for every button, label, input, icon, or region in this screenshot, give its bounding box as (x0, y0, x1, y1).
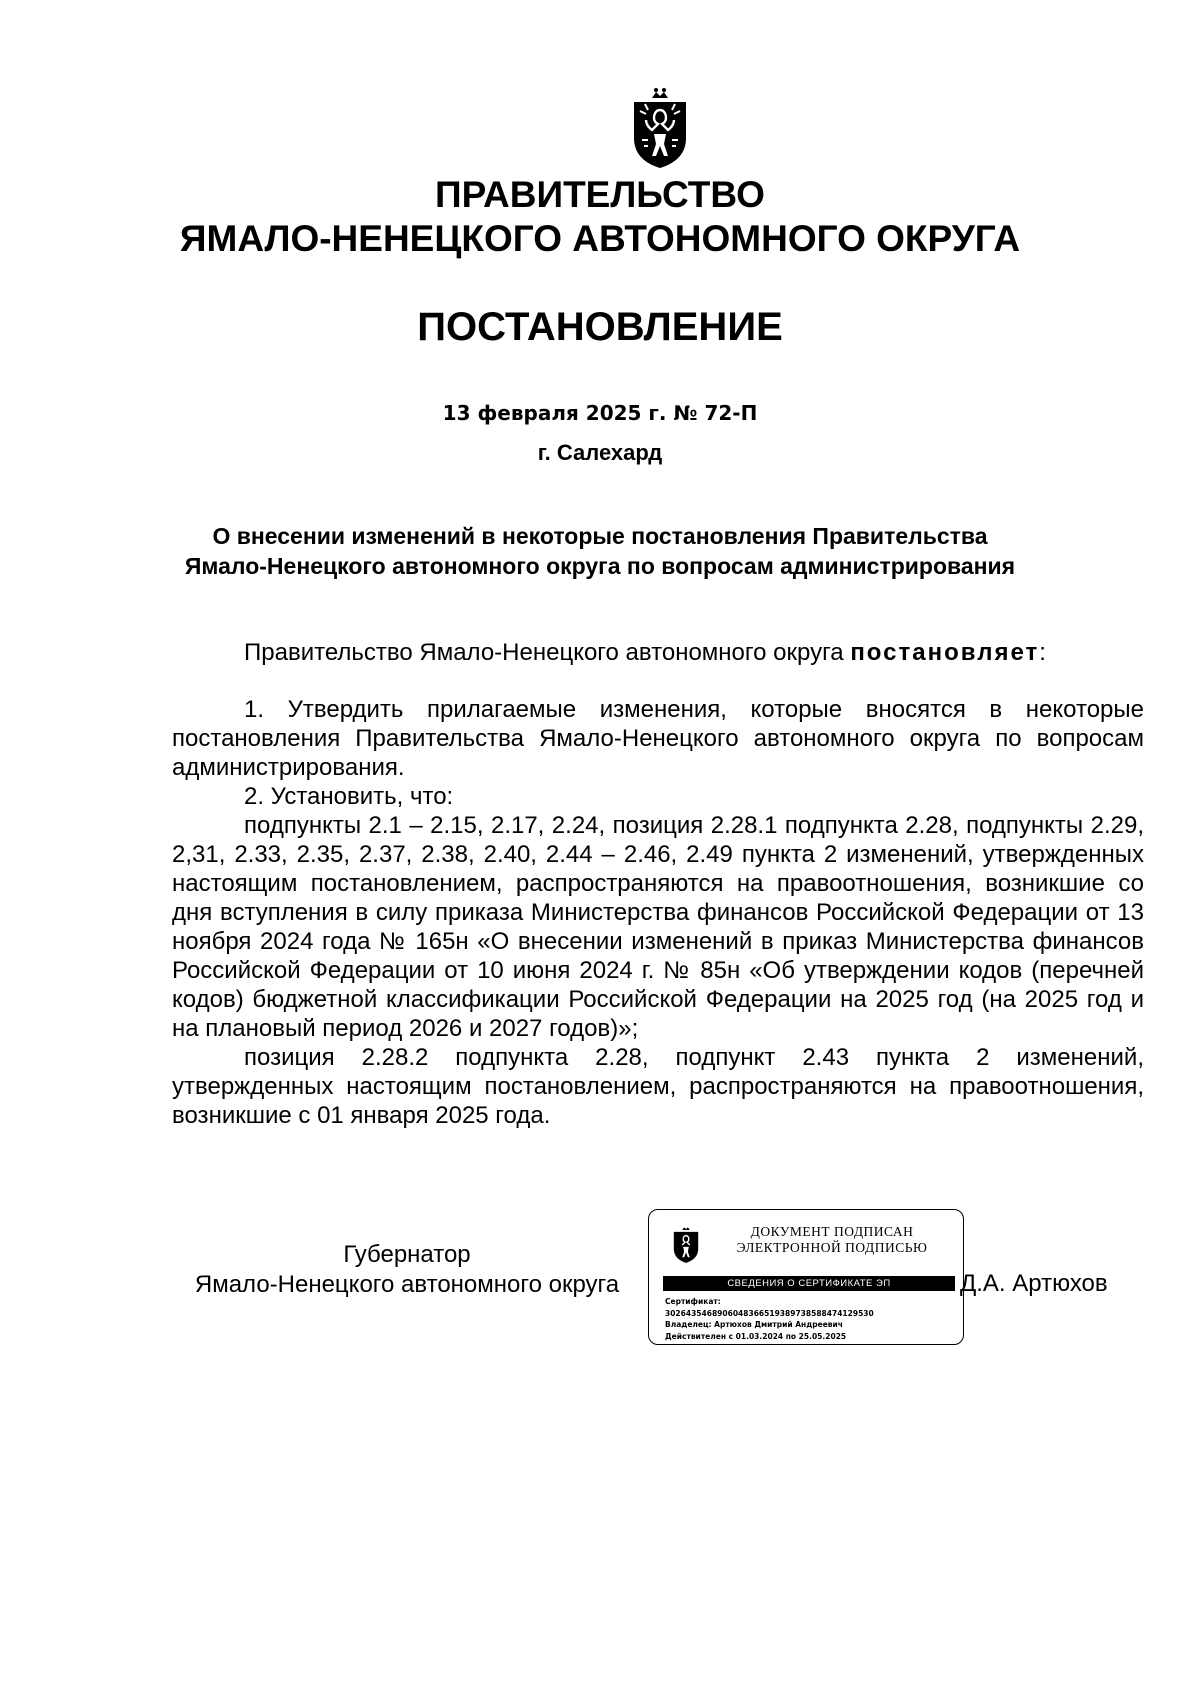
intro-text: Правительство Ямало-Ненецкого автономного округа (244, 639, 851, 666)
certificate-number: 302643546890604836651938973858847412953​0 (665, 1308, 874, 1318)
decree-items (172, 695, 1144, 1130)
electronic-signature-stamp (648, 1209, 964, 1345)
signatory-title-line1: Губернатор (343, 1241, 471, 1268)
intro-verb: постановляет (850, 639, 1040, 666)
city: г. Салехард (537, 440, 663, 465)
org-name-line1: ПРАВИТЕЛЬСТВО (435, 174, 765, 215)
item-2: 2. Установить, что: (244, 783, 454, 810)
item-1: 1. Утвердить прилагаемые изменения, которые вносятся в некоторые постановления Правительства Ямало-Ненецкого автономного округа по вопросам администрирования. (172, 696, 1144, 781)
stamp-heading-line1: ДОКУМЕНТ ПОДПИСАН (750, 1224, 914, 1239)
signatory-title-line2: Ямало-Ненецкого автономного округа (194, 1271, 620, 1298)
certificate-validity: Действителен с 01.03.2024 по 25.05.2025 (665, 1331, 847, 1341)
signatory-title (172, 1240, 642, 1300)
date-and-number: 13 февраля 2025 г. № 72-П (442, 401, 758, 425)
stamp-certificate-bar: СВЕДЕНИЯ О СЕРТИФИКАТЕ ЭП (663, 1276, 955, 1291)
org-name-line2: ЯМАЛО-НЕНЕЦКОГО АВТОНОМНОГО ОКРУГА (179, 218, 1021, 259)
subject-line2: Ямало-Ненецкого автономного округа по вопросам администрирования (184, 553, 1016, 579)
intro-paragraph (172, 638, 1144, 667)
stamp-heading-line2: ЭЛЕКТРОННОЙ ПОДПИСЬЮ (736, 1240, 928, 1255)
stamp-coat-of-arms-icon (671, 1224, 701, 1266)
document-type: ПОСТАНОВЛЕНИЕ (417, 305, 783, 349)
item-2-clause-2: позиция 2.28.2 подпункта 2.28, подпункт 2.43 пункта 2 изменений, утвержденных настоящим постановлением, распространяются на правоотношения, возникшие с 01 января 2025 года. (172, 1044, 1144, 1129)
certificate-owner: Владелец: Артюхов Дмитрий Андреевич (665, 1320, 843, 1329)
certificate-label: Сертификат: (665, 1297, 721, 1306)
item-2-clause-1: подпункты 2.1 – 2.15, 2.17, 2.24, позиция 2.28.1 подпункта 2.28, подпункты 2.29, 2,31, 2.33, 2.35, 2.37, 2.38, 2.40, 2.44 – 2.46, 2.49 пункта 2 изменений, утвержденных настоящим постановлением, распространяются на правоотношения, возникшие со дня вступления в силу приказа Министерства финансов Российской Федерации от 13 ноября 2024 года № 165н «О внесении изменений в приказ Министерства финансов Российской Федерации от 10 июня 2024 г. № 85н «Об утверждении кодов (перечней кодов) бюджетной классификации Российской Федерации на 2025 год (на 2025 год и на плановый период 2026 и 2027 годов)»; (172, 812, 1144, 1042)
subject-line1: О внесении изменений в некоторые постановления Правительства (212, 523, 988, 549)
coat-of-arms-icon (628, 88, 692, 172)
stamp-heading (709, 1224, 955, 1256)
intro-colon: : (1039, 639, 1046, 666)
stamp-details (665, 1296, 955, 1342)
signatory-name: Д.А. Артюхов (960, 1270, 1108, 1297)
